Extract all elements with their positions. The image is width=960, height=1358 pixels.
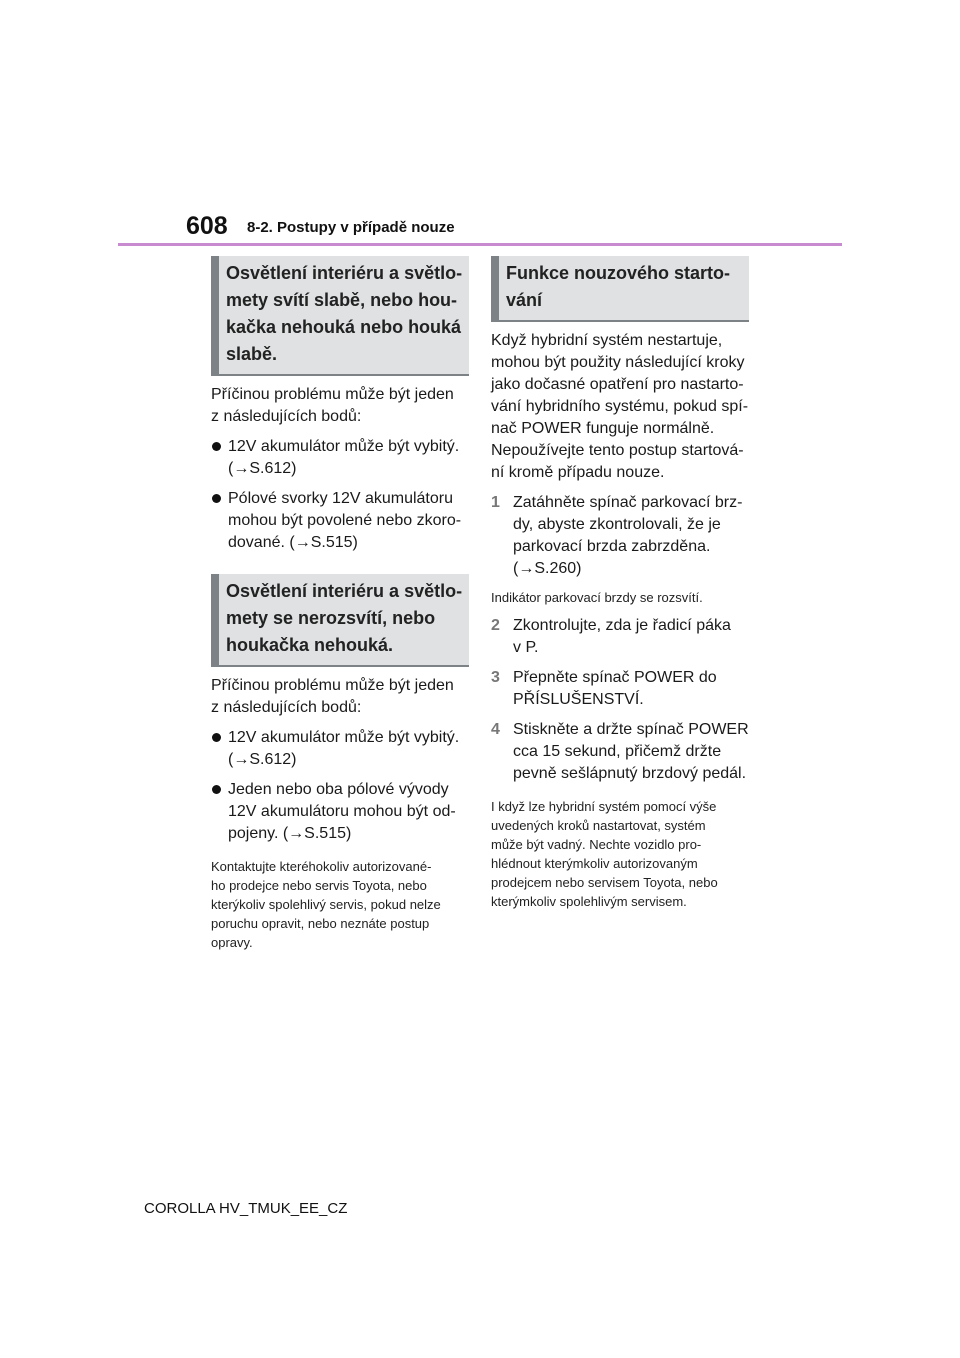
page-number: 608 (186, 212, 228, 240)
step-number: 3 (491, 669, 500, 686)
step-number: 2 (491, 617, 500, 634)
heading-emergency-start: Funkce nouzového starto- vání (491, 256, 749, 322)
bullet-dot-icon (212, 494, 221, 503)
step-item: 2 Zkontrolujte, zda je řadicí páka v P. (491, 617, 731, 656)
step-note: Indikátor parkovací brzdy se rozsvítí. (491, 590, 703, 605)
right-column (491, 256, 749, 911)
step-number: 1 (491, 494, 500, 511)
footer-model-code: COROLLA HV_TMUK_EE_CZ (144, 1200, 348, 1217)
heading-dim-lights: Osvětlení interiéru a světlo- mety svítí slabě, nebo hou- kačka nehouká nebo houká slabě. (211, 256, 469, 376)
header-divider (118, 243, 842, 246)
heading-no-lights: Osvětlení interiéru a světlo- mety se nerozsvítí, nebo houkačka nehouká. (211, 574, 469, 667)
bullet-dot-icon (212, 733, 221, 742)
step-item: 1 Zatáhněte spínač parkovací brz- dy, abyste zkontrolovali, že je parkovací brzda zabrzděna. (→S.260) (491, 494, 743, 577)
intro-paragraph: Když hybridní systém nestartuje, mohou být použity následující kroky jako dočasné opatření pro nastarto- vání hybridního systému, pokud spí- nač POWER funguje normálně. Nepoužívejte tento postup startová- ní kromě případu nouze. (491, 332, 749, 481)
section-title: 8-2. Postupy v případě nouze (247, 219, 455, 236)
bullet-item: Pólové svorky 12V akumulátoru mohou být povolené nebo zkoro- dované. (→S.515) (211, 488, 469, 554)
bullet-item: 12V akumulátor může být vybitý. (→S.612) (211, 727, 469, 771)
bullet-dot-icon (212, 785, 221, 794)
bullet-item: Jeden nebo oba pólové vývody 12V akumulátoru mohou být od- pojeny. (→S.515) (211, 779, 469, 845)
step-number: 4 (491, 721, 500, 738)
bullet-dot-icon (212, 442, 221, 451)
service-note: Kontaktujte kteréhokoliv autorizované- ho prodejce nebo servis Toyota, nebo kterýkoliv spolehlivý servis, pokud nelze poruchu opravit, nebo neznáte postup opravy. (211, 859, 441, 950)
step-item: 4 Stiskněte a držte spínač POWER cca 15 sekund, přičemž držte pevně sešlápnutý brzdový pedál. (491, 721, 749, 782)
bullet-item: 12V akumulátor může být vybitý. (→S.612) (211, 436, 469, 480)
left-column (211, 256, 469, 952)
step-item: 3 Přepněte spínač POWER do PŘÍSLUŠENSTVÍ. (491, 669, 717, 708)
intro-paragraph-1: Příčinou problému může být jeden z následujících bodů: (211, 386, 454, 425)
final-note: I když lze hybridní systém pomocí výše uvedených kroků nastartovat, systém může být vadný. Nechte vozidlo pro- hlédnout kterýmkoliv autorizovaným prodejcem nebo servisem Toyota, nebo kterýmkoliv spolehlivým servisem. (491, 799, 718, 909)
intro-paragraph-2: Příčinou problému může být jeden z následujících bodů: (211, 677, 454, 716)
